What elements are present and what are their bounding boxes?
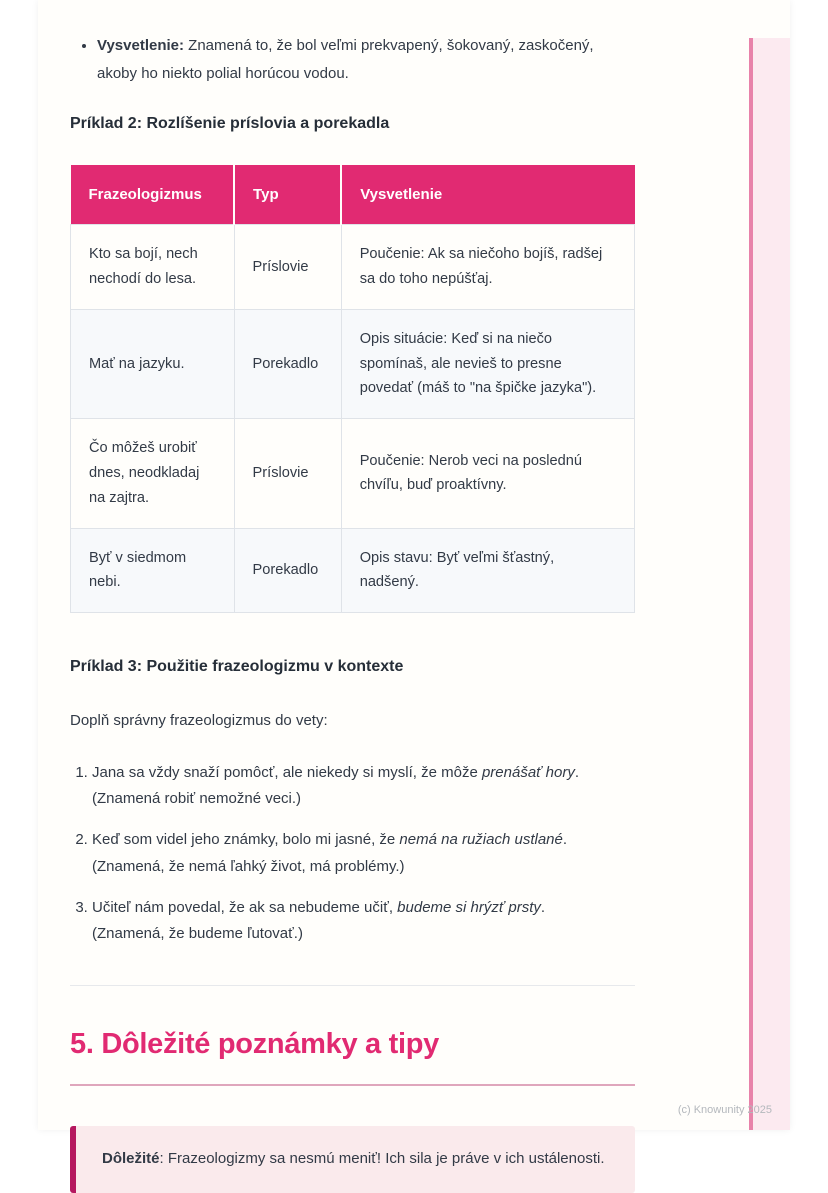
sentence-end: . [540, 898, 546, 916]
bullet-label: Vysvetlenie: [97, 37, 184, 54]
cell-phrase: Byť v siedmom nebi. [71, 528, 235, 613]
column-header-frazeologizmus: Frazeologizmus [71, 165, 235, 225]
list-item [92, 760, 635, 813]
cell-explanation: Opis situácie: Keď si na niečo spomínaš, ale nevieš to presne povedať (máš to "na špičke jazyka"). [341, 309, 634, 418]
bullet-item [97, 32, 635, 88]
bullet-text: Znamená to, že bol veľmi prekvapený, šokovaný, zaskočený, akoby ho niekto polial horúcou vodou. [97, 37, 594, 82]
sentence-text: Jana sa vždy snaží pomôcť, ale niekedy si myslí, že môže [92, 763, 482, 781]
sentence-text: Keď som videl jeho známky, bolo mi jasné, že [92, 831, 400, 849]
cell-type: Príslovie [234, 419, 341, 528]
phraseology-table [70, 165, 635, 613]
list-item [92, 895, 635, 948]
cell-phrase: Mať na jazyku. [71, 309, 235, 418]
list-item [92, 827, 635, 880]
meaning-note: (Znamená, že budeme ľutovať.) [92, 925, 303, 943]
sentence-text: Učiteľ nám povedal, že ak sa nebudeme učiť, [92, 898, 398, 916]
meaning-note: (Znamená, že nemá ľahký život, má problémy.) [92, 857, 405, 875]
cell-explanation: Poučenie: Ak sa niečoho bojíš, radšej sa do toho nepúšťaj. [341, 225, 634, 310]
cell-phrase: Kto sa bojí, nech nechodí do lesa. [71, 225, 235, 310]
callout-label: Dôležité [102, 1149, 160, 1167]
cell-type: Príslovie [234, 225, 341, 310]
example2-heading: Príklad 2: Rozlíšenie príslovia a porekadla [70, 114, 390, 132]
watermark: (c) Knowunity 2025 [677, 1104, 772, 1116]
sentence-end: . [574, 763, 580, 781]
fill-in-list [70, 760, 635, 948]
column-header-typ: Typ [234, 165, 341, 225]
cell-explanation: Opis stavu: Byť veľmi šťastný, nadšený. [341, 528, 634, 613]
heading-underline [70, 1084, 635, 1086]
cell-type: Porekadlo [234, 309, 341, 418]
table-row [71, 528, 635, 613]
document-page [38, 0, 790, 1167]
sentence-end: . [562, 831, 568, 849]
cell-explanation: Poučenie: Nerob veci na poslednú chvíľu, buď proaktívny. [341, 419, 634, 528]
cell-phrase: Čo môžeš urobiť dnes, neodkladaj na zajtra. [71, 419, 235, 528]
table-header-row [71, 165, 635, 225]
important-callout [70, 1126, 635, 1193]
meaning-note: (Znamená robiť nemožné veci.) [92, 790, 302, 808]
document-content [38, 0, 790, 1193]
idiom-italic: nemá na ružiach ustlané [399, 831, 563, 849]
example3-intro: Doplň správny frazeologizmus do vety: [70, 712, 328, 730]
table-row [71, 309, 635, 418]
explanation-bullet-list [70, 32, 635, 88]
cell-type: Porekadlo [234, 528, 341, 613]
table-row [71, 419, 635, 528]
example3-heading: Príklad 3: Použitie frazeologizmu v kontexte [70, 658, 404, 676]
column-header-vysvetlenie: Vysvetlenie [341, 165, 634, 225]
section-divider [70, 985, 635, 986]
section5-heading: 5. Dôležité poznámky a tipy [70, 1028, 439, 1061]
idiom-italic: prenášať hory [481, 763, 575, 781]
idiom-italic: budeme si hrýzť prsty [397, 898, 541, 916]
table-row [71, 225, 635, 310]
callout-text: : Frazeologizmy sa nesmú meniť! Ich sila je práve v ich ustálenosti. [159, 1149, 605, 1167]
